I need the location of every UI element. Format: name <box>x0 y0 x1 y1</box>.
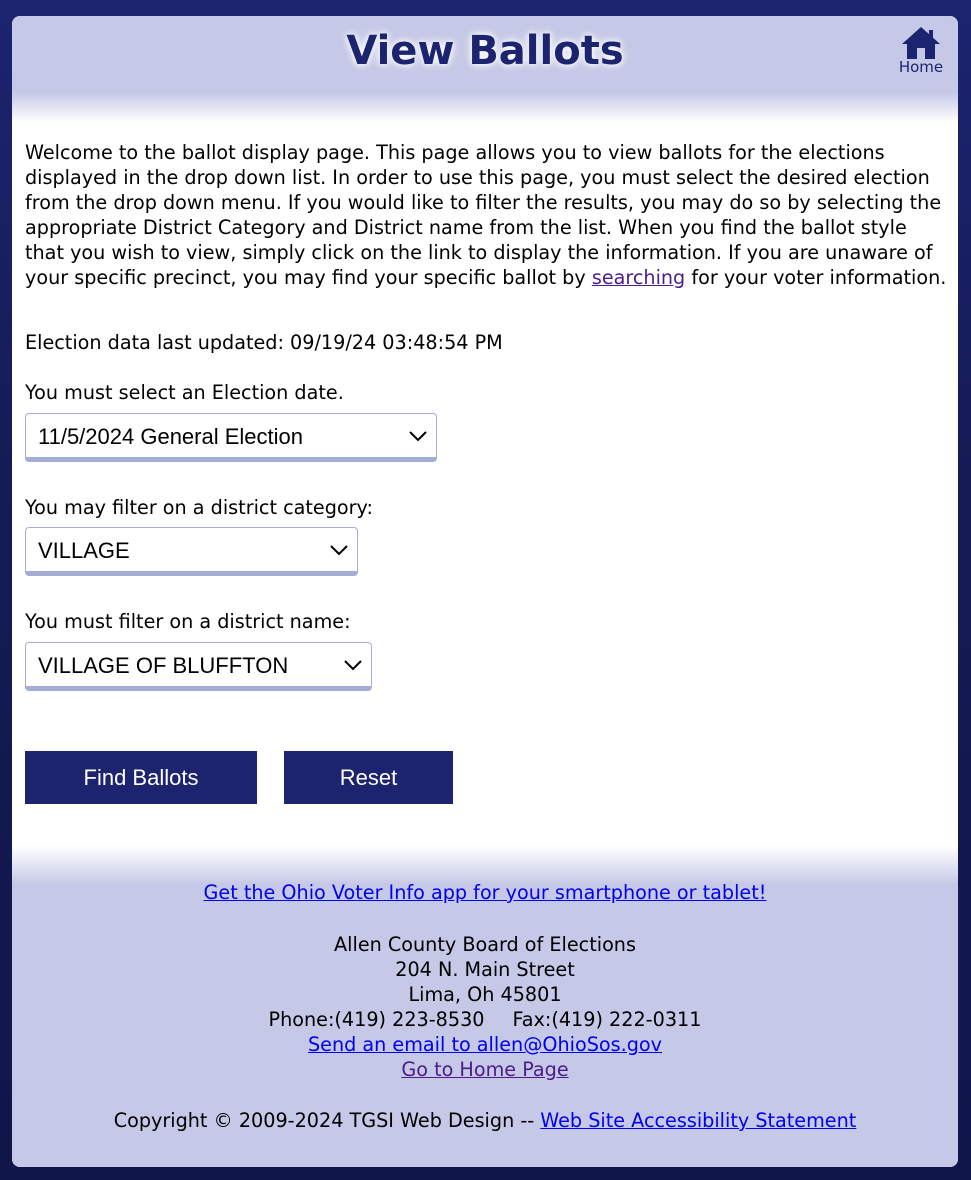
address-block <box>12 932 958 1082</box>
city-state-zip: Lima, Oh 45801 <box>408 983 562 1006</box>
home-button[interactable] <box>896 26 946 76</box>
intro-text <box>25 140 950 290</box>
voter-app-link[interactable]: Get the Ohio Voter Info app for your smartphone or tablet! <box>203 881 767 904</box>
accessibility-link[interactable]: Web Site Accessibility Statement <box>540 1109 857 1132</box>
district-select-value: VILLAGE OF BLUFFTON <box>38 653 289 678</box>
org-name: Allen County Board of Elections <box>334 933 636 956</box>
page-title: View Ballots <box>346 28 624 74</box>
election-select-value: 11/5/2024 General Election <box>38 424 303 449</box>
street-address: 204 N. Main Street <box>395 958 575 981</box>
category-select[interactable] <box>25 527 358 576</box>
header <box>12 16 958 122</box>
fax-number: Fax:(419) 222-0311 <box>512 1008 702 1031</box>
district-label: You must filter on a district name: <box>25 610 351 633</box>
reset-button[interactable]: Reset <box>284 751 453 804</box>
intro-text-before: Welcome to the ballot display page. This page allows you to view ballots for the elections displayed in the drop down list. In order to use this page, you must select the desired election from the drop down menu. If you would like to filter the results, you may do so by selecting the appropriate District Category and District name from the list. When you find the ballot style that you wish to view, simply click on the link to display the information. If you are unaware of your specific precinct, you may find your specific ballot by <box>25 141 942 289</box>
copyright-text: Copyright © 2009-2024 TGSI Web Design -- <box>113 1109 541 1132</box>
last-updated: Election data last updated: 09/19/24 03:48:54 PM <box>25 331 503 354</box>
home-page-link[interactable]: Go to Home Page <box>401 1058 569 1081</box>
home-label: Home <box>898 58 944 76</box>
contact-line <box>12 1007 958 1032</box>
category-label: You may filter on a district category: <box>25 496 373 519</box>
chevron-down-icon <box>408 430 428 442</box>
email-link[interactable]: Send an email to allen@OhioSos.gov <box>307 1033 662 1056</box>
district-select[interactable] <box>25 642 372 691</box>
phone-number: Phone:(419) 223-8530 <box>268 1008 485 1031</box>
searching-link[interactable]: searching <box>591 266 686 289</box>
find-ballots-button[interactable]: Find Ballots <box>25 751 257 804</box>
election-label: You must select an Election date. <box>25 381 344 404</box>
footer <box>12 846 958 1167</box>
election-select[interactable] <box>25 413 437 462</box>
copyright <box>12 1108 958 1133</box>
chevron-down-icon <box>343 659 363 671</box>
intro-text-after: for your voter information. <box>685 266 947 289</box>
home-icon <box>901 26 941 60</box>
category-select-value: VILLAGE <box>38 538 130 563</box>
chevron-down-icon <box>329 544 349 556</box>
page-frame <box>12 16 958 1167</box>
